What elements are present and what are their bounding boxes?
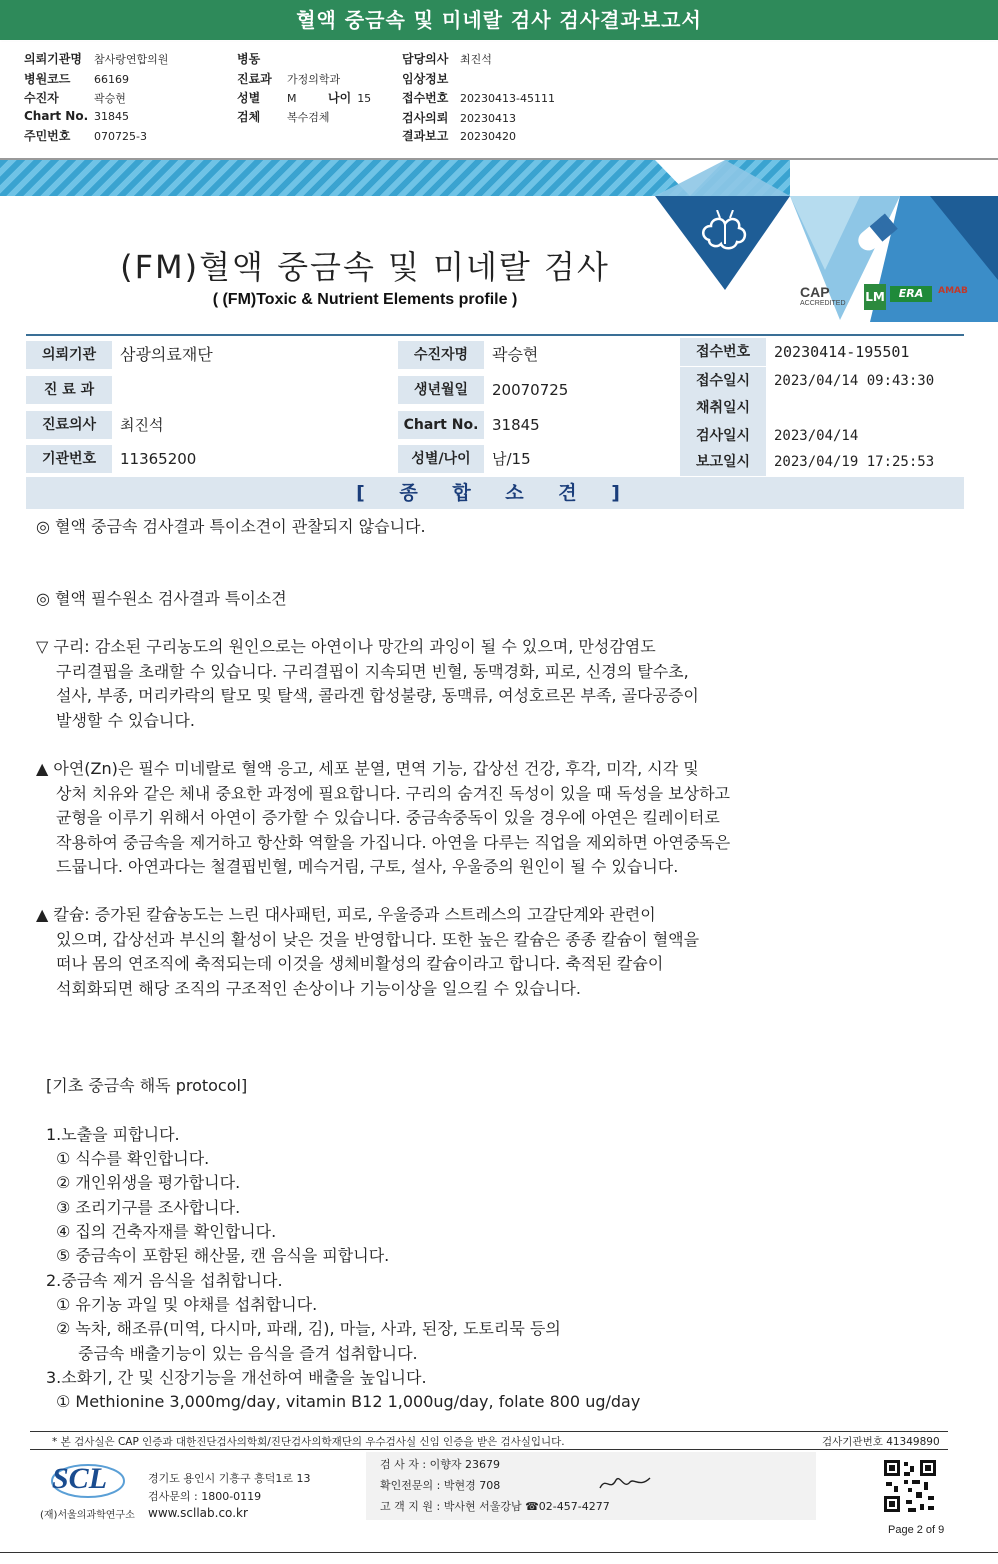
amab-logo: AMAB [938, 286, 968, 296]
qr-code-icon [882, 1458, 938, 1514]
zinc-line-3: 균형을 이루기 위해서 아연이 증가할 수 있습니다. 중금속중독이 있을 경우에 아연은 킬레이터로 [56, 808, 720, 827]
zinc-line-4: 작용하여 중금속을 제거하고 항산화 역할을 가집니다. 아연을 다루는 직업을 제외하면 아연중독은 [56, 833, 731, 852]
report-subtitle: ( (FM)Toxic & Nutrient Elements profile ) [212, 291, 518, 308]
zinc-line-1: ▲ 아연(Zn)은 필수 미네랄로 혈액 응고, 세포 분열, 면역 기능, 갑상선 건강, 후각, 미각, 시각 및 [36, 759, 699, 778]
footer-rule-bottom [0, 1552, 998, 1553]
protocol-1-2: ② 개인위생을 평가합니다. [56, 1173, 241, 1192]
info-doctor: 담당의사 최진석 [402, 52, 492, 66]
value-receipt-date: 2023/04/14 09:43:30 [774, 373, 935, 389]
zinc-line-2: 상처 치유와 같은 체내 중요한 과정에 필요합니다. 구리의 숨겨진 독성이 있을 때 독성을 보상하고 [56, 784, 730, 803]
label-report-date: 보고일시 [680, 448, 766, 476]
patient-info-table [26, 334, 964, 474]
report-title: (FM)혈액 중금속 및 미네랄 검사 [120, 248, 610, 286]
label-chart: Chart No. [398, 411, 484, 439]
finding-heavy-metal: ◎ 혈액 중금속 검사결과 특이소견이 관찰되지 않습니다. [36, 517, 426, 536]
info-resident-no: 주민번호 070725-3 [24, 129, 147, 143]
footer-rule-mid [30, 1449, 948, 1450]
protocol-2-1: ① 유기농 과일 및 야채를 섭취합니다. [56, 1295, 318, 1314]
protocol-step-2: 2.중금속 제거 음식을 섭취합니다. [46, 1271, 283, 1290]
value-institution: 삼광의료재단 [120, 345, 213, 364]
info-receipt-no: 접수번호 20230413-45111 [402, 91, 555, 105]
summary-heading: [ 종 합 소 견 ] [26, 477, 964, 509]
label-sexage: 성별/나이 [398, 445, 484, 473]
protocol-step-1: 1.노출을 피합니다. [46, 1125, 180, 1144]
info-patient: 수진자 곽승현 [24, 91, 126, 105]
footer-org: (재)서울의과학연구소 [40, 1510, 135, 1521]
info-ward: 병동 [237, 52, 261, 66]
protocol-1-3: ③ 조리기구를 조사합니다. [56, 1198, 241, 1217]
value-dept [114, 376, 396, 404]
copper-line-3: 설사, 부종, 머리카락의 탈모 및 탈색, 콜라겐 합성불량, 동맥류, 여성호르몬 부족, 골다공증이 [56, 686, 699, 705]
protocol-1-4: ④ 집의 건축자재를 확인합니다. [56, 1222, 277, 1241]
footer-lab-no: 검사기관번호 41349890 [822, 1436, 940, 1448]
info-result-date: 결과보고 20230420 [402, 129, 516, 143]
info-department: 진료과 가정의학과 [237, 72, 341, 86]
value-patient: 곽승현 [492, 345, 539, 364]
label-doctor: 진료의사 [26, 411, 112, 439]
info-sex: 성별 M [237, 91, 297, 105]
info-hospital-code: 병원코드 66169 [24, 72, 129, 86]
footer-tester: 검 사 자 : 이향자 23679 [380, 1458, 500, 1471]
info-referral-name: 의뢰기관명 참사랑연합의원 [24, 52, 169, 66]
label-patient: 수진자명 [398, 341, 484, 369]
copper-line-1: ▽ 구리: 감소된 구리농도의 원인으로는 아연이나 망간의 과잉이 될 수 있으며, 만성감염도 [36, 637, 656, 656]
label-birth: 생년월일 [398, 376, 484, 404]
protocol-3-1: ① Methionine 3,000mg/day, vitamin B12 1,000ug/day, folate 800 ug/day [56, 1392, 641, 1411]
label-test-date: 검사일시 [680, 422, 766, 450]
value-chart: 31845 [492, 416, 540, 434]
value-receipt-no: 20230414-195501 [774, 343, 910, 361]
footer-rule-top [30, 1431, 948, 1432]
footer-web: www.scllab.co.kr [148, 1506, 248, 1520]
top-info-panel [0, 42, 998, 160]
calcium-line-4: 석회화되면 해당 조직의 구조적인 손상이나 기능이상을 일으킬 수 있습니다. [56, 979, 581, 998]
signature-icon [596, 1470, 656, 1498]
label-receipt-date: 접수일시 [680, 367, 766, 395]
label-receipt-no: 접수번호 [680, 338, 766, 366]
cap-accredited-logo: CAP ACCREDITED [800, 284, 846, 307]
page-number: Page 2 of 9 [888, 1524, 945, 1536]
value-test-date: 2023/04/14 [774, 428, 859, 444]
protocol-2-2-cont: 중금속 배출기능이 있는 음식을 즐겨 섭취합니다. [78, 1344, 418, 1363]
finding-essential-elements: ◎ 혈액 필수원소 검사결과 특이소견 [36, 589, 287, 608]
era-logo: ERA [890, 286, 932, 302]
value-sexage: 남/15 [492, 450, 531, 468]
value-doctor: 최진석 [120, 416, 164, 434]
calcium-line-1: ▲ 칼슘: 증가된 칼슘농도는 느린 대사패턴, 피로, 우울증과 스트레스의 고갈단계와 관련이 [36, 905, 656, 924]
capsule-icon [850, 208, 902, 260]
info-clinical: 임상정보 [402, 72, 449, 86]
info-request-date: 검사의뢰 20230413 [402, 111, 516, 125]
footer-phone: 검사문의 : 1800-0119 [148, 1490, 262, 1503]
copper-line-2: 구리결핍을 초래할 수 있습니다. 구리결핍이 지속되면 빈혈, 동맥경화, 피로, 신경의 탈수초, [56, 662, 689, 681]
info-age: 나이 15 [328, 91, 372, 105]
value-collect-date [768, 394, 964, 422]
protocol-heading: [기초 중금속 해독 protocol] [46, 1076, 248, 1095]
info-specimen: 검체 복수검체 [237, 110, 330, 124]
label-collect-date: 채취일시 [680, 394, 766, 422]
protocol-2-2: ② 녹차, 해조류(미역, 다시마, 파래, 김), 마늘, 사과, 된장, 도토리묵 등의 [56, 1319, 561, 1338]
protocol-1-5: ⑤ 중금속이 포함된 해산물, 캔 음식을 피합니다. [56, 1246, 390, 1265]
protocol-step-3: 3.소화기, 간 및 신장기능을 개선하여 배출을 높입니다. [46, 1368, 427, 1387]
report-banner-title: 혈액 중금속 및 미네랄 검사 검사결과보고서 [0, 0, 998, 40]
footer-address: 경기도 용인시 기흥구 흥덕1로 13 [148, 1472, 311, 1485]
value-report-date: 2023/04/19 17:25:53 [774, 454, 935, 470]
label-dept: 진 료 과 [26, 376, 112, 404]
report-footer [0, 1428, 998, 1564]
footer-notice: * 본 검사실은 CAP 인증과 대한진단검사의학회/진단검사의학재단의 우수검사실 신임 인증을 받은 검사실입니다. [52, 1436, 565, 1448]
info-chart-no: Chart No. 31845 [24, 109, 129, 123]
lm-logo: LM [864, 284, 886, 310]
protocol-1-1: ① 식수를 확인합니다. [56, 1149, 210, 1168]
label-institution: 의뢰기관 [26, 341, 112, 369]
zinc-line-5: 드뭅니다. 아연과다는 철결핍빈혈, 메슥거림, 구토, 설사, 우울증의 원인이 될 수 있습니다. [56, 857, 679, 876]
calcium-line-2: 있으며, 갑상선과 부신의 활성이 낮은 것을 반영합니다. 또한 높은 칼슘은 종종 칼슘이 혈액을 [56, 930, 700, 949]
value-inst-no: 11365200 [120, 450, 197, 468]
report-header [0, 160, 998, 322]
footer-confirm: 확인전문의 : 박현경 708 [380, 1479, 501, 1492]
calcium-line-3: 떠나 몸의 연조직에 축적되는데 이것을 생체비활성의 칼슘이라고 합니다. 축적된 칼슘이 [56, 954, 664, 973]
footer-support: 고 객 지 원 : 박사현 서울강남 ☎02-457-4277 [380, 1500, 610, 1513]
value-birth: 20070725 [492, 381, 569, 399]
copper-line-4: 발생할 수 있습니다. [56, 711, 195, 730]
label-inst-no: 기관번호 [26, 445, 112, 473]
scl-logo: SCL [52, 1462, 108, 1495]
